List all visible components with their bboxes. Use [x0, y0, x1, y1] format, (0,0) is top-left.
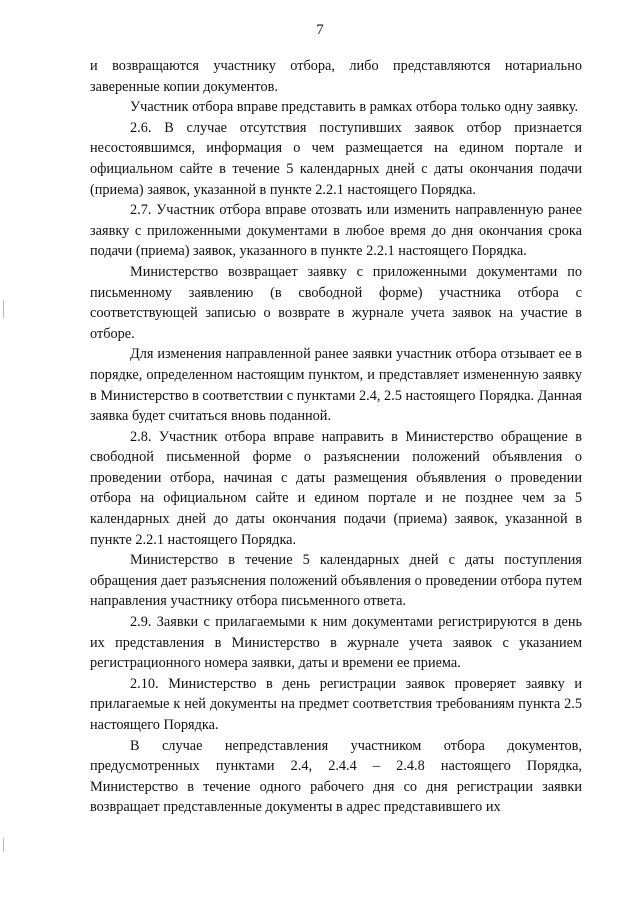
paragraph: 2.7. Участник отбора вправе отозвать или изменить направленную ранее заявку с приложенными документами в любое время до дня окончания срока подачи (приема) заявок, указанного в пункте 2.2.1 настоящего Порядка.: [90, 202, 582, 260]
paragraph: и возвращаются участнику отбора, либо представляются нотариально заверенные копии документов.: [90, 58, 582, 95]
paragraph: Участник отбора вправе представить в рамках отбора только одну заявку.: [130, 99, 579, 116]
paragraph: 2.9. Заявки с прилагаемыми к ним документами регистрируются в день их представления в Министерство в журнале учета заявок с указанием регистрационного номера заявки, даты и времени ее приема.: [90, 614, 582, 672]
paragraph: В случае непредставления участником отбора документов, предусмотренных пунктами 2.4, 2.4.4 – 2.4.8 настоящего Порядка, Министерство в течение одного рабочего дня со дня регистрации заявки возвращает представленные документы в адрес представившего их: [90, 737, 582, 816]
paragraph: Министерство в течение 5 календарных дней с даты поступления обращения дает разъяснения положений объявления о проведении отбора путем направления участнику отбора письменного ответа.: [90, 552, 582, 610]
binding-edge-mark: [3, 838, 4, 852]
binding-edge-mark: [3, 300, 4, 318]
page-number: 7: [316, 22, 324, 38]
document-body: [90, 56, 582, 818]
paragraph: Министерство возвращает заявку с приложенными документами по письменному заявлению (в свободной форме) участника отбора с соответствующей записью о возврате в журнале учета заявок на участие в отборе.: [90, 263, 582, 342]
paragraph: 2.8. Участник отбора вправе направить в Министерство обращение в свободной письменной форме о разъяснении положений объявления о проведении отбора, начиная с даты размещения объявления о проведении отбора на официальном сайте и едином портале и не позднее чем за 5 календарных дней до даты окончания подачи (приема) заявок, указанной в пункте 2.2.1 настоящего Порядка.: [90, 428, 582, 548]
paragraph: Для изменения направленной ранее заявки участник отбора отзывает ее в порядке, определенном настоящим пунктом, и представляет измененную заявку в Министерство в соответствии с пунктами 2.4, 2.5 настоящего Порядка. Данная заявка будет считаться вновь поданной.: [90, 346, 582, 425]
paragraph: 2.10. Министерство в день регистрации заявок проверяет заявку и прилагаемые к ней документы на предмет соответствия требованиям пункта 2.5 настоящего Порядка.: [90, 675, 582, 733]
paragraph: 2.6. В случае отсутствия поступивших заявок отбор признается несостоявшимся, информация о чем размещается на едином портале и официальном сайте в течение 5 календарных дней с даты окончания подачи (приема) заявок, указанной в пункте 2.2.1 настоящего Порядка.: [90, 119, 582, 198]
